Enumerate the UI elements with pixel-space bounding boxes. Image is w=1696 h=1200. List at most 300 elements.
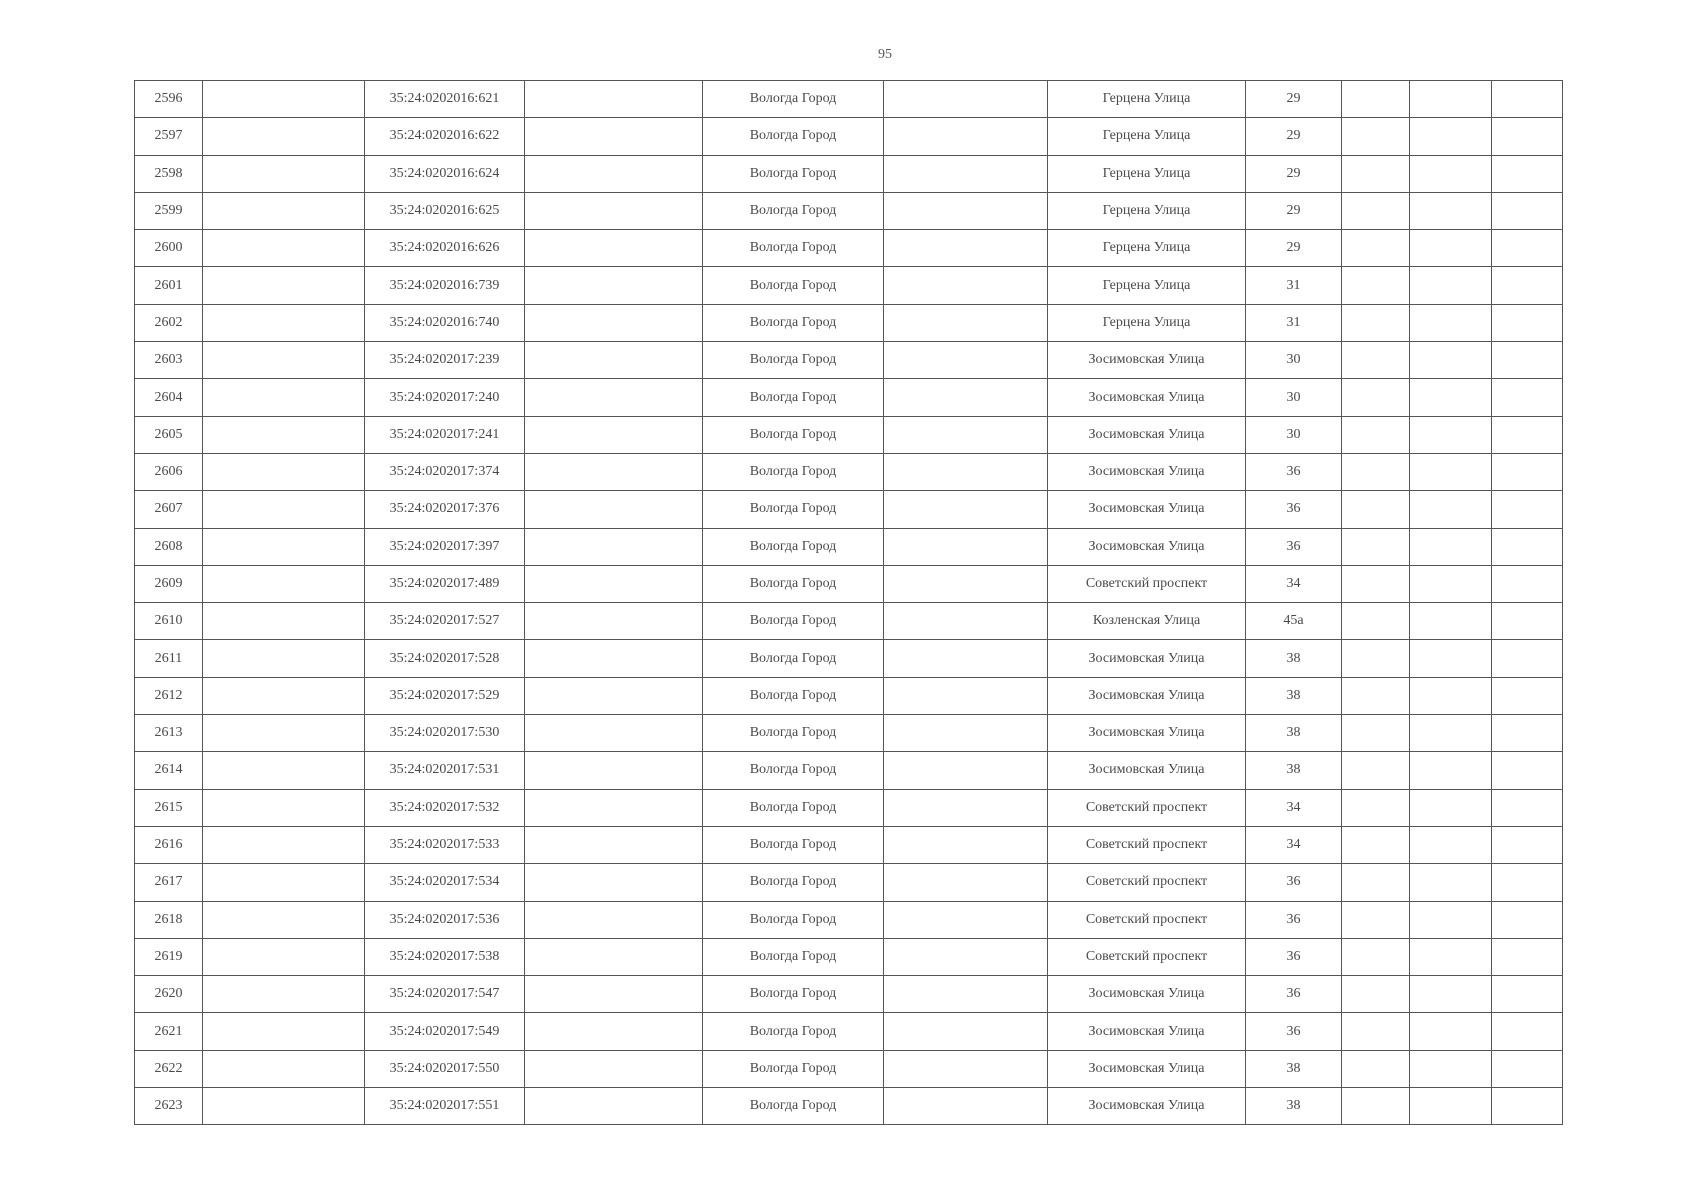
cell-row-number: 2616 [135,826,203,863]
cell-empty [1410,901,1492,938]
cell-row-number: 2613 [135,715,203,752]
cell-empty [203,603,365,640]
cell-street: Советский проспект [1048,938,1246,975]
cell-empty [203,342,365,379]
cell-street: Герцена Улица [1048,118,1246,155]
table-row [135,118,1563,155]
cell-empty [1342,155,1410,192]
cell-city: Вологда Город [703,938,884,975]
table-row [135,81,1563,118]
cell-row-number: 2615 [135,789,203,826]
cell-street: Герцена Улица [1048,230,1246,267]
cell-row-number: 2603 [135,342,203,379]
cell-cadastral-number: 35:24:0202017:549 [365,1013,525,1050]
cell-empty [525,864,703,901]
cell-empty [1492,976,1563,1013]
cell-empty [884,826,1048,863]
cell-street: Советский проспект [1048,864,1246,901]
table-row [135,528,1563,565]
cell-empty [1342,752,1410,789]
cell-street: Зосимовская Улица [1048,416,1246,453]
cell-empty [884,304,1048,341]
cell-empty [1492,1050,1563,1087]
cell-empty [1492,304,1563,341]
cell-empty [1492,603,1563,640]
cell-empty [884,901,1048,938]
cell-empty [1410,342,1492,379]
cell-empty [1492,752,1563,789]
cell-empty [884,976,1048,1013]
cell-empty [1492,901,1563,938]
table-row [135,1013,1563,1050]
cell-empty [525,677,703,714]
cell-city: Вологда Город [703,789,884,826]
cell-empty [1410,938,1492,975]
cell-house-number: 38 [1246,715,1342,752]
table-row [135,416,1563,453]
cell-street: Герцена Улица [1048,155,1246,192]
cell-empty [1342,304,1410,341]
cell-cadastral-number: 35:24:0202016:626 [365,230,525,267]
cell-row-number: 2614 [135,752,203,789]
cell-city: Вологда Город [703,192,884,229]
cell-empty [1342,1013,1410,1050]
cell-empty [1410,789,1492,826]
cell-house-number: 30 [1246,342,1342,379]
cell-empty [1342,491,1410,528]
cell-empty [1410,155,1492,192]
cell-empty [525,789,703,826]
cell-house-number: 36 [1246,976,1342,1013]
cell-house-number: 45а [1246,603,1342,640]
cell-empty [884,1050,1048,1087]
cell-row-number: 2622 [135,1050,203,1087]
table-row [135,1050,1563,1087]
cell-row-number: 2608 [135,528,203,565]
cell-row-number: 2609 [135,565,203,602]
cell-empty [525,976,703,1013]
cell-empty [1342,715,1410,752]
table-row [135,453,1563,490]
cell-empty [1410,976,1492,1013]
cell-empty [1492,453,1563,490]
cell-empty [1492,528,1563,565]
cell-empty [525,342,703,379]
cell-empty [525,603,703,640]
cell-empty [203,230,365,267]
cell-empty [1342,976,1410,1013]
cell-row-number: 2605 [135,416,203,453]
cell-empty [1492,1088,1563,1125]
cell-city: Вологда Город [703,864,884,901]
cell-city: Вологда Город [703,1013,884,1050]
cell-street: Зосимовская Улица [1048,379,1246,416]
cell-empty [1342,938,1410,975]
cell-street: Козленская Улица [1048,603,1246,640]
table-row [135,565,1563,602]
cell-street: Герцена Улица [1048,267,1246,304]
cell-empty [203,1013,365,1050]
cell-empty [525,565,703,602]
cell-street: Герцена Улица [1048,304,1246,341]
cell-row-number: 2599 [135,192,203,229]
cell-empty [1492,677,1563,714]
cell-house-number: 38 [1246,1050,1342,1087]
cell-empty [203,379,365,416]
cell-empty [1410,267,1492,304]
cell-city: Вологда Город [703,528,884,565]
cell-row-number: 2604 [135,379,203,416]
cell-empty [525,752,703,789]
cell-empty [203,565,365,602]
cell-empty [1342,789,1410,826]
cell-empty [884,864,1048,901]
table-row [135,789,1563,826]
cell-city: Вологда Город [703,379,884,416]
cell-street: Зосимовская Улица [1048,491,1246,528]
cell-house-number: 31 [1246,304,1342,341]
cell-empty [1492,342,1563,379]
cell-empty [884,416,1048,453]
cell-empty [203,1050,365,1087]
cell-city: Вологда Город [703,453,884,490]
cell-empty [1410,192,1492,229]
cell-empty [1492,155,1563,192]
table-row [135,715,1563,752]
cell-city: Вологда Город [703,826,884,863]
cell-empty [1410,1088,1492,1125]
table-row [135,379,1563,416]
cell-empty [1492,1013,1563,1050]
cell-empty [1342,864,1410,901]
cell-empty [1410,118,1492,155]
cell-empty [1410,81,1492,118]
cell-house-number: 36 [1246,491,1342,528]
cell-empty [525,640,703,677]
cell-street: Зосимовская Улица [1048,677,1246,714]
cell-empty [1410,528,1492,565]
cell-street: Зосимовская Улица [1048,1050,1246,1087]
cell-empty [1492,640,1563,677]
cell-empty [1410,565,1492,602]
cell-row-number: 2619 [135,938,203,975]
cell-house-number: 29 [1246,192,1342,229]
cell-street: Герцена Улица [1048,192,1246,229]
cell-empty [1342,1088,1410,1125]
cell-street: Советский проспект [1048,826,1246,863]
cell-empty [1342,826,1410,863]
registry-table [134,80,1563,1125]
cell-row-number: 2602 [135,304,203,341]
table-row [135,826,1563,863]
cell-house-number: 36 [1246,901,1342,938]
cell-empty [884,789,1048,826]
cell-empty [1342,81,1410,118]
cell-city: Вологда Город [703,416,884,453]
table-row [135,342,1563,379]
cell-row-number: 2598 [135,155,203,192]
cell-empty [203,864,365,901]
cell-empty [525,453,703,490]
cell-city: Вологда Город [703,901,884,938]
cell-empty [1492,565,1563,602]
cell-empty [525,901,703,938]
cell-house-number: 30 [1246,416,1342,453]
cell-empty [203,267,365,304]
cell-empty [1492,491,1563,528]
cell-empty [884,565,1048,602]
cell-cadastral-number: 35:24:0202017:489 [365,565,525,602]
cell-cadastral-number: 35:24:0202017:534 [365,864,525,901]
cell-city: Вологда Город [703,715,884,752]
cell-city: Вологда Город [703,603,884,640]
cell-cadastral-number: 35:24:0202017:529 [365,677,525,714]
cell-empty [884,118,1048,155]
cell-empty [884,752,1048,789]
cell-row-number: 2597 [135,118,203,155]
cell-empty [1492,416,1563,453]
cell-street: Советский проспект [1048,901,1246,938]
cell-empty [1492,81,1563,118]
cell-city: Вологда Город [703,230,884,267]
cell-row-number: 2623 [135,1088,203,1125]
cell-empty [1492,192,1563,229]
cell-street: Зосимовская Улица [1048,342,1246,379]
cell-empty [203,453,365,490]
cell-house-number: 36 [1246,1013,1342,1050]
cell-empty [1410,677,1492,714]
table-row [135,976,1563,1013]
cell-row-number: 2607 [135,491,203,528]
cell-street: Зосимовская Улица [1048,453,1246,490]
cell-empty [1410,379,1492,416]
cell-empty [1492,789,1563,826]
cell-row-number: 2610 [135,603,203,640]
cell-empty [525,230,703,267]
cell-empty [884,81,1048,118]
cell-city: Вологда Город [703,565,884,602]
cell-house-number: 38 [1246,1088,1342,1125]
cell-empty [1410,1050,1492,1087]
table-row [135,677,1563,714]
cell-empty [884,453,1048,490]
cell-house-number: 38 [1246,640,1342,677]
cell-street: Зосимовская Улица [1048,976,1246,1013]
cell-empty [1342,267,1410,304]
cell-city: Вологда Город [703,677,884,714]
cell-house-number: 29 [1246,81,1342,118]
cell-cadastral-number: 35:24:0202017:241 [365,416,525,453]
cell-empty [884,677,1048,714]
cell-cadastral-number: 35:24:0202017:528 [365,640,525,677]
table-row [135,1088,1563,1125]
cell-empty [884,267,1048,304]
cell-empty [884,938,1048,975]
cell-row-number: 2600 [135,230,203,267]
cell-city: Вологда Город [703,976,884,1013]
cell-house-number: 34 [1246,826,1342,863]
cell-cadastral-number: 35:24:0202017:533 [365,826,525,863]
cell-house-number: 36 [1246,938,1342,975]
cell-empty [203,155,365,192]
cell-cadastral-number: 35:24:0202017:550 [365,1050,525,1087]
cell-cadastral-number: 35:24:0202017:538 [365,938,525,975]
cell-empty [203,1088,365,1125]
cell-cadastral-number: 35:24:0202017:536 [365,901,525,938]
cell-empty [525,715,703,752]
cell-empty [203,304,365,341]
cell-empty [884,491,1048,528]
cell-city: Вологда Город [703,342,884,379]
table-row [135,640,1563,677]
cell-empty [525,304,703,341]
cell-empty [525,155,703,192]
cell-house-number: 36 [1246,864,1342,901]
cell-cadastral-number: 35:24:0202016:740 [365,304,525,341]
cell-row-number: 2618 [135,901,203,938]
cell-empty [1410,826,1492,863]
table-row [135,192,1563,229]
cell-house-number: 36 [1246,528,1342,565]
cell-empty [1410,603,1492,640]
cell-street: Зосимовская Улица [1048,715,1246,752]
cell-empty [1492,267,1563,304]
cell-empty [525,938,703,975]
cell-empty [203,640,365,677]
cell-empty [1410,715,1492,752]
cell-empty [1342,640,1410,677]
cell-empty [1342,677,1410,714]
cell-empty [525,528,703,565]
cell-cadastral-number: 35:24:0202016:622 [365,118,525,155]
cell-empty [203,118,365,155]
cell-empty [1342,192,1410,229]
cell-empty [884,528,1048,565]
cell-empty [1492,826,1563,863]
cell-city: Вологда Город [703,752,884,789]
cell-cadastral-number: 35:24:0202017:530 [365,715,525,752]
cell-city: Вологда Город [703,640,884,677]
cell-house-number: 29 [1246,230,1342,267]
cell-city: Вологда Город [703,1050,884,1087]
cell-empty [203,491,365,528]
table-row [135,491,1563,528]
cell-empty [1492,715,1563,752]
cell-street: Советский проспект [1048,565,1246,602]
cell-cadastral-number: 35:24:0202017:397 [365,528,525,565]
cell-empty [1410,304,1492,341]
cell-empty [203,677,365,714]
cell-empty [1410,1013,1492,1050]
cell-city: Вологда Город [703,491,884,528]
cell-empty [884,1088,1048,1125]
cell-cadastral-number: 35:24:0202016:739 [365,267,525,304]
cell-house-number: 36 [1246,453,1342,490]
cell-empty [884,342,1048,379]
cell-row-number: 2606 [135,453,203,490]
cell-cadastral-number: 35:24:0202017:374 [365,453,525,490]
cell-empty [203,826,365,863]
cell-cadastral-number: 35:24:0202017:240 [365,379,525,416]
cell-empty [884,603,1048,640]
cell-empty [525,416,703,453]
cell-empty [1492,230,1563,267]
table-row [135,267,1563,304]
cell-street: Герцена Улица [1048,81,1246,118]
cell-empty [1342,379,1410,416]
cell-empty [1342,342,1410,379]
table-row [135,304,1563,341]
cell-empty [1342,453,1410,490]
cell-cadastral-number: 35:24:0202017:239 [365,342,525,379]
cell-empty [203,938,365,975]
cell-city: Вологда Город [703,304,884,341]
cell-empty [203,528,365,565]
table-row [135,938,1563,975]
registry-table-body [135,81,1563,1125]
cell-street: Зосимовская Улица [1048,640,1246,677]
cell-empty [884,155,1048,192]
cell-city: Вологда Город [703,155,884,192]
cell-city: Вологда Город [703,81,884,118]
cell-empty [1410,453,1492,490]
page-number: 95 [878,47,892,62]
cell-city: Вологда Город [703,118,884,155]
cell-street: Зосимовская Улица [1048,1088,1246,1125]
cell-street: Зосимовская Улица [1048,752,1246,789]
cell-empty [1410,491,1492,528]
cell-empty [525,267,703,304]
cell-empty [525,1013,703,1050]
cell-city: Вологда Город [703,267,884,304]
cell-street: Советский проспект [1048,789,1246,826]
cell-empty [1342,565,1410,602]
cell-empty [203,976,365,1013]
cell-empty [525,1050,703,1087]
cell-empty [884,192,1048,229]
cell-house-number: 38 [1246,752,1342,789]
cell-cadastral-number: 35:24:0202017:376 [365,491,525,528]
cell-empty [1342,230,1410,267]
cell-empty [884,230,1048,267]
cell-street: Зосимовская Улица [1048,528,1246,565]
cell-empty [1492,379,1563,416]
cell-empty [1492,864,1563,901]
table-row [135,603,1563,640]
table-row [135,752,1563,789]
cell-house-number: 34 [1246,789,1342,826]
cell-house-number: 31 [1246,267,1342,304]
cell-empty [203,192,365,229]
cell-cadastral-number: 35:24:0202017:532 [365,789,525,826]
cell-empty [525,379,703,416]
cell-empty [525,81,703,118]
cell-street: Зосимовская Улица [1048,1013,1246,1050]
cell-empty [1492,938,1563,975]
cell-empty [1410,230,1492,267]
cell-empty [1410,640,1492,677]
table-row [135,155,1563,192]
cell-house-number: 38 [1246,677,1342,714]
cell-house-number: 29 [1246,118,1342,155]
cell-empty [525,491,703,528]
cell-cadastral-number: 35:24:0202016:624 [365,155,525,192]
cell-empty [203,789,365,826]
cell-empty [884,1013,1048,1050]
cell-row-number: 2611 [135,640,203,677]
cell-row-number: 2612 [135,677,203,714]
cell-empty [203,81,365,118]
